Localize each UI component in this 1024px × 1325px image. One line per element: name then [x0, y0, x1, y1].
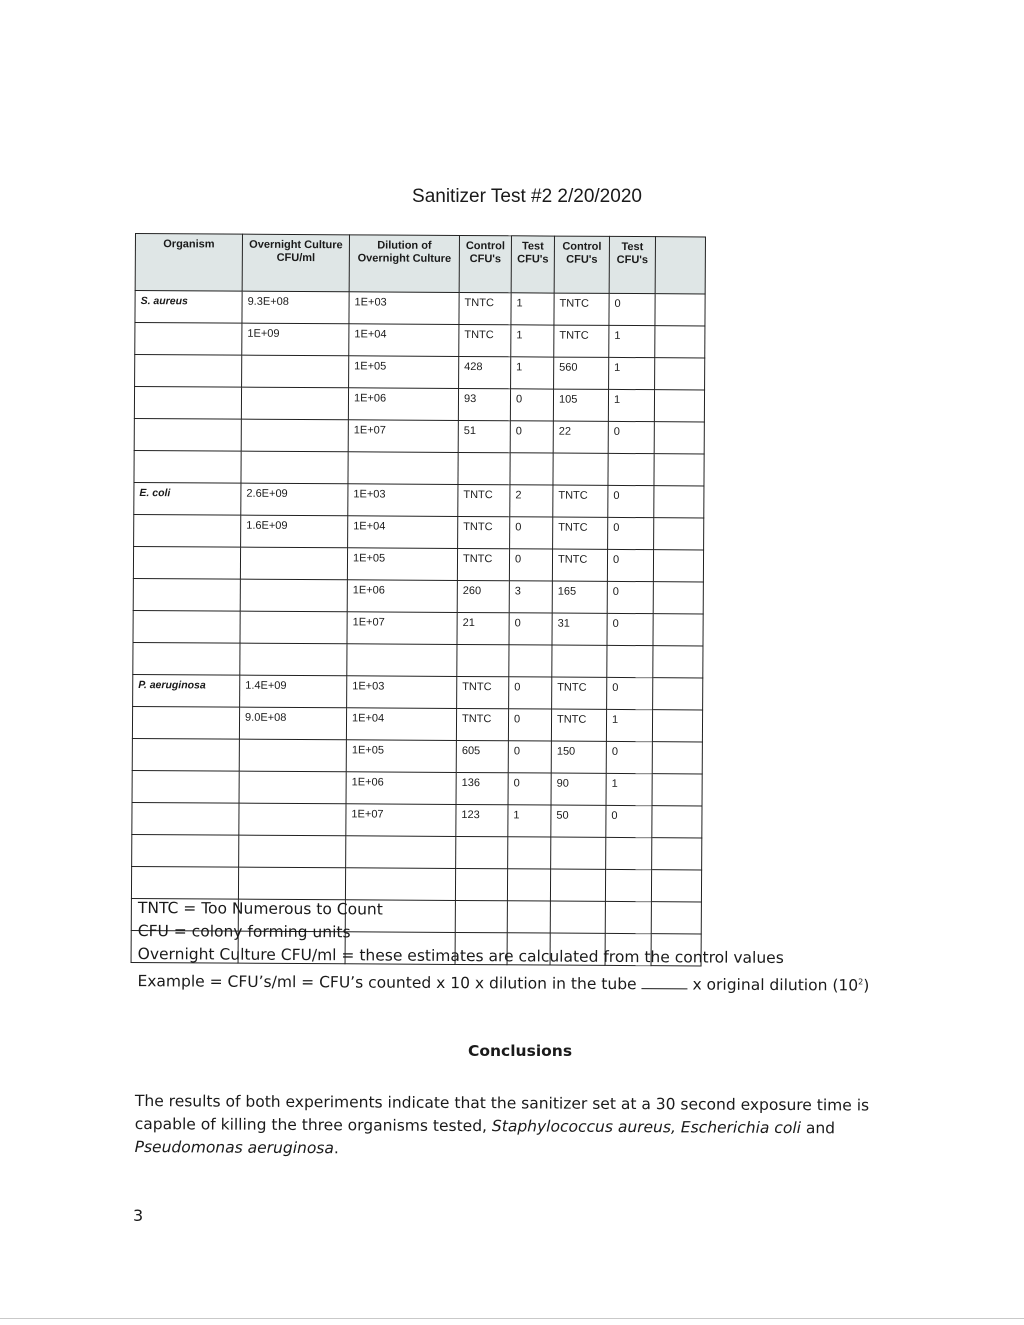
column-header: Test CFU's [609, 236, 655, 293]
column-header [655, 237, 705, 294]
table-cell: 1E+05 [346, 740, 456, 773]
note-example-text: Example = CFU’s/ml = CFU’s counted x 10 x dilution in the tube [137, 972, 637, 994]
table-cell: 0 [509, 677, 552, 709]
table-cell: 0 [510, 421, 553, 453]
table-cell: 1.4E+09 [240, 675, 347, 708]
table-cell: 93 [458, 388, 510, 420]
table-cell: 428 [459, 356, 511, 388]
table-cell [241, 419, 348, 452]
table-cell: 560 [554, 357, 609, 389]
page-title: Sanitizer Test #2 2/20/2020 [412, 186, 642, 207]
table-cell [653, 646, 703, 678]
table-cell: 1 [511, 325, 554, 357]
table-header-row [135, 234, 705, 294]
note-example-dilution: x original dilution (10 [692, 975, 859, 995]
table-cell [241, 451, 348, 484]
table-cell: 0 [508, 773, 551, 805]
table-row [132, 770, 702, 805]
organism-cell [134, 418, 241, 451]
organism-cell [132, 738, 239, 771]
organism-cell [133, 642, 240, 675]
table-cell [508, 837, 551, 869]
table-cell: 0 [608, 421, 654, 453]
table-cell [553, 453, 608, 485]
organism-cell [135, 355, 242, 388]
table-row [134, 450, 704, 485]
table-cell [607, 645, 653, 677]
column-header: Overnight Culture CFU/ml [242, 234, 349, 292]
table-row [132, 706, 702, 741]
table-cell [655, 326, 705, 358]
conclusions-text-b: and [800, 1119, 836, 1138]
table-cell: 605 [456, 740, 508, 772]
table-cell: TNTC [459, 324, 511, 356]
table-cell [652, 806, 702, 838]
note-example-exponent: 2 [858, 977, 864, 987]
table-cell [239, 803, 346, 836]
table-cell: 1E+07 [347, 612, 457, 645]
table-cell: 1 [511, 357, 554, 389]
notes-section [137, 897, 869, 998]
table-cell: 0 [509, 613, 552, 645]
table-cell: TNTC [552, 549, 607, 581]
table-cell [238, 867, 345, 900]
organism-cell [135, 323, 242, 356]
table-cell: 51 [458, 420, 510, 452]
table-cell: 1E+07 [346, 804, 456, 837]
column-header: Control CFU's [459, 235, 511, 292]
table-cell: TNTC [554, 293, 609, 325]
organism-cell [134, 450, 241, 483]
table-cell: 1E+05 [349, 356, 459, 389]
table-cell [655, 358, 705, 390]
organism-cell [132, 802, 239, 835]
table-cell: TNTC [457, 548, 509, 580]
table-cell: 9.0E+08 [239, 707, 346, 740]
table-cell: 0 [509, 549, 552, 581]
table-cell [653, 614, 703, 646]
table-cell: 0 [607, 581, 653, 613]
table-cell: 0 [508, 709, 551, 741]
table-cell [242, 355, 349, 388]
table-row [134, 387, 704, 422]
table-cell [510, 453, 553, 485]
table-cell [458, 452, 510, 484]
table-row [133, 642, 703, 677]
table-cell [652, 774, 702, 806]
table-cell [456, 836, 508, 868]
table-cell: 1E+03 [348, 484, 458, 517]
table-cell: 1 [606, 709, 652, 741]
table-cell [240, 579, 347, 612]
table-cell [653, 582, 703, 614]
page-number: 3 [133, 1206, 144, 1225]
table-cell: 90 [551, 773, 606, 805]
table-row [135, 323, 705, 358]
table-cell: 2 [510, 485, 553, 517]
note-cfu: CFU = colony forming units [137, 921, 351, 942]
table-cell: 1E+04 [349, 324, 459, 357]
table-cell: 1 [606, 773, 652, 805]
table-cell [348, 452, 458, 485]
table-cell: 1 [511, 293, 554, 325]
table-cell: 0 [606, 805, 652, 837]
conclusions-paragraph [135, 1090, 895, 1164]
column-header: Test CFU's [511, 236, 554, 293]
organism-cell [133, 578, 240, 611]
table-cell [606, 837, 652, 869]
table-cell [653, 550, 703, 582]
table-cell: 0 [510, 389, 553, 421]
table-cell: 22 [553, 421, 608, 453]
organism-cell [133, 610, 240, 643]
table-cell: 0 [606, 741, 652, 773]
table-cell: 1E+06 [347, 580, 457, 613]
organism-cell [132, 706, 239, 739]
conclusions-text-c: . [333, 1139, 339, 1158]
table-cell [241, 387, 348, 420]
conclusions-organisms-1: Staphylococcus aureus, Escherichia coli [491, 1117, 802, 1138]
table-cell [652, 838, 702, 870]
scan-edge-line [0, 1318, 1024, 1319]
table-cell [455, 868, 507, 900]
table-cell [655, 294, 705, 326]
column-header: Control CFU's [554, 236, 609, 293]
table-cell: 123 [456, 804, 508, 836]
note-tntc: TNTC = Too Numerous to Count [137, 898, 383, 919]
table-cell [654, 518, 704, 550]
table-cell: 2.6E+09 [241, 483, 348, 516]
organism-cell [134, 387, 241, 420]
table-cell: 150 [551, 741, 606, 773]
column-header: Organism [135, 234, 242, 292]
table-cell: 50 [551, 805, 606, 837]
table-row [134, 514, 704, 549]
table-cell: 3 [509, 581, 552, 613]
table-cell [654, 422, 704, 454]
table-cell [239, 771, 346, 804]
table-row [133, 674, 703, 709]
note-example-close: ) [863, 976, 870, 995]
organism-cell [132, 834, 239, 867]
table-cell: 1 [608, 389, 654, 421]
table-cell: 1.6E+09 [241, 515, 348, 548]
table-cell [652, 710, 702, 742]
table-cell: 0 [608, 517, 654, 549]
table-cell [654, 486, 704, 518]
table-cell: TNTC [457, 676, 509, 708]
table-cell: 0 [607, 677, 653, 709]
table-cell [457, 644, 509, 676]
table-cell: 0 [510, 517, 553, 549]
organism-cell [132, 770, 239, 803]
organism-cell [133, 546, 240, 579]
table-cell [240, 611, 347, 644]
table-row [132, 834, 702, 869]
table-cell: 1E+03 [349, 292, 459, 325]
column-header: Dilution of Overnight Culture [349, 235, 459, 293]
table-cell: 0 [609, 293, 655, 325]
fill-in-blank [642, 974, 688, 989]
table-row [135, 291, 705, 326]
table-cell [239, 835, 346, 868]
table-cell: 0 [607, 549, 653, 581]
results-table-wrapper [131, 233, 705, 966]
table-cell [345, 868, 455, 901]
table-cell: 21 [457, 612, 509, 644]
table-cell [653, 678, 703, 710]
note-overnight-culture: Overnight Culture CFU/ml = these estimates are calculated from the control values [137, 944, 784, 967]
table-cell: 0 [608, 485, 654, 517]
organism-cell: S. aureus [135, 291, 242, 324]
table-cell: TNTC [459, 292, 511, 324]
table-cell: TNTC [456, 708, 508, 740]
table-cell: TNTC [458, 484, 510, 516]
table-cell [346, 836, 456, 869]
table-cell: TNTC [551, 709, 606, 741]
conclusions-text-a: The results of both experiments indicate that the sanitizer set at a 30 second exposure time is capable of killing the three organisms tested, [134, 1092, 870, 1136]
table-cell: 1E+04 [346, 708, 456, 741]
table-row [132, 802, 702, 837]
organism-cell: E. coli [134, 482, 241, 515]
table-row [135, 355, 705, 390]
table-row [133, 610, 703, 645]
table-cell [552, 645, 607, 677]
table-cell [605, 869, 651, 901]
table-cell: 31 [552, 613, 607, 645]
table-cell: 1E+06 [346, 772, 456, 805]
table-cell [240, 547, 347, 580]
table-cell: 9.3E+08 [242, 291, 349, 324]
table-cell: 105 [553, 389, 608, 421]
organism-cell [134, 514, 241, 547]
table-row [134, 482, 704, 517]
table-cell [651, 870, 701, 902]
table-body [131, 291, 705, 966]
organism-cell [131, 866, 238, 899]
table-cell: TNTC [552, 677, 607, 709]
conclusions-organisms-2: Pseudomonas aeruginosa [134, 1137, 334, 1158]
table-row [134, 418, 704, 453]
table-cell: 0 [508, 741, 551, 773]
table-row [133, 546, 703, 581]
table-cell: 1E+06 [348, 388, 458, 421]
table-cell [240, 643, 347, 676]
table-cell: 165 [552, 581, 607, 613]
table-row [132, 738, 702, 773]
table-cell: TNTC [458, 516, 510, 548]
table-cell: 1E+09 [242, 323, 349, 356]
table-cell [347, 644, 457, 677]
table-cell: 1 [609, 325, 655, 357]
table-cell: 1 [508, 805, 551, 837]
table-cell [507, 869, 550, 901]
table-cell [550, 869, 605, 901]
table-cell: 0 [607, 613, 653, 645]
table-cell: 1E+05 [347, 548, 457, 581]
table-cell [652, 742, 702, 774]
table-cell [509, 645, 552, 677]
table-cell [608, 453, 654, 485]
table-cell [654, 390, 704, 422]
table-cell: 1E+04 [348, 516, 458, 549]
table-cell [239, 739, 346, 772]
table-cell [654, 454, 704, 486]
table-cell: TNTC [553, 517, 608, 549]
table-cell: 1E+03 [347, 676, 457, 709]
table-cell: 1E+07 [348, 420, 458, 453]
note-example [137, 966, 869, 998]
table-row [133, 578, 703, 613]
table-cell [551, 837, 606, 869]
conclusions-heading: Conclusions [468, 1042, 573, 1060]
organism-cell: P. aeruginosa [133, 674, 240, 707]
table-cell: 260 [457, 580, 509, 612]
table-cell: TNTC [554, 325, 609, 357]
table-cell: 136 [456, 772, 508, 804]
table-cell: 1 [609, 357, 655, 389]
results-table [131, 233, 706, 966]
table-cell: TNTC [553, 485, 608, 517]
